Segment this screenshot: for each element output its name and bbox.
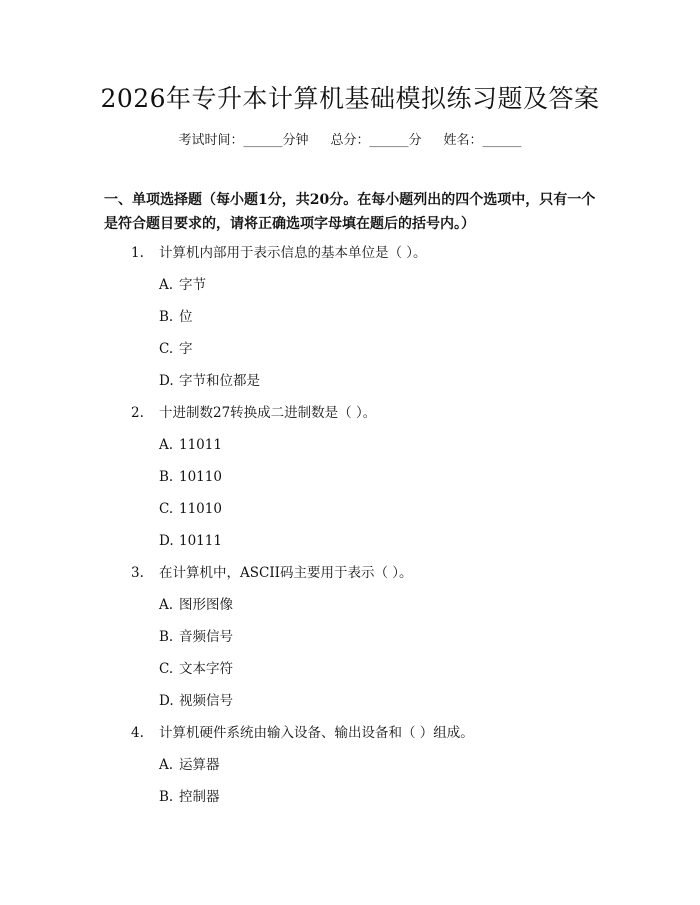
option-letter: A. — [159, 757, 174, 773]
question-4 — [131, 723, 474, 743]
option-text: 位 — [179, 309, 193, 325]
option-letter: A. — [159, 437, 174, 453]
name-blank: ______ — [482, 133, 522, 148]
option-letter: B. — [159, 789, 174, 805]
question-1-option-d — [159, 371, 260, 391]
question-text: 十进制数27转换成二进制数是（ ）。 — [159, 405, 377, 421]
question-number: 1. — [131, 245, 144, 261]
time-blank: ______ — [243, 133, 283, 148]
question-1-option-b — [159, 307, 193, 327]
option-text: 11011 — [179, 437, 222, 453]
question-text: 计算机内部用于表示信息的基本单位是（ ）。 — [159, 245, 427, 261]
option-letter: C. — [159, 501, 174, 517]
name-label: 姓名： — [443, 133, 483, 148]
question-3-option-a — [159, 595, 233, 615]
option-letter: A. — [159, 597, 174, 613]
option-text: 11010 — [179, 501, 222, 517]
score-label: 总分： — [330, 133, 370, 148]
option-text: 视频信号 — [179, 693, 233, 709]
option-letter: C. — [159, 341, 174, 357]
question-number: 2. — [131, 405, 144, 421]
time-unit: 分钟 — [282, 133, 309, 148]
option-text: 图形图像 — [179, 597, 233, 613]
option-letter: B. — [159, 469, 174, 485]
question-2 — [131, 403, 376, 423]
exam-meta-line — [0, 131, 700, 151]
question-1-option-a — [159, 275, 206, 295]
option-text: 字节和位都是 — [179, 373, 260, 389]
option-letter: A. — [159, 277, 174, 293]
option-letter: D. — [159, 373, 174, 389]
option-text: 字节 — [179, 277, 206, 293]
score-unit: 分 — [408, 133, 422, 148]
option-text: 10111 — [179, 533, 222, 549]
option-text: 文本字符 — [179, 661, 233, 677]
question-3-option-b — [159, 627, 233, 647]
score-blank: ______ — [369, 133, 409, 148]
option-text: 10110 — [179, 469, 222, 485]
option-text: 字 — [179, 341, 193, 357]
question-3-option-c — [159, 659, 233, 679]
option-text: 音频信号 — [179, 629, 233, 645]
question-number: 3. — [131, 565, 144, 581]
time-label: 考试时间： — [178, 133, 244, 148]
option-text: 运算器 — [179, 757, 220, 773]
question-text: 计算机硬件系统由输入设备、输出设备和（ ）组成。 — [159, 725, 474, 741]
question-1 — [131, 243, 427, 263]
option-letter: C. — [159, 661, 174, 677]
question-3-option-d — [159, 691, 233, 711]
option-letter: D. — [159, 693, 174, 709]
question-number: 4. — [131, 725, 144, 741]
option-letter: D. — [159, 533, 174, 549]
question-4-option-b — [159, 787, 220, 807]
question-2-option-b — [159, 467, 222, 487]
question-2-option-c — [159, 499, 222, 519]
option-text: 控制器 — [179, 789, 220, 805]
question-1-option-c — [159, 339, 193, 359]
option-letter: B. — [159, 309, 174, 325]
question-2-option-a — [159, 435, 222, 455]
question-2-option-d — [159, 531, 222, 551]
question-4-option-a — [159, 755, 220, 775]
option-letter: B. — [159, 629, 174, 645]
question-text: 在计算机中，ASCII码主要用于表示（ ）。 — [159, 565, 413, 581]
question-3 — [131, 563, 413, 583]
section-heading: 一、单项选择题（每小题1分，共20分。在每小题列出的四个选项中，只有一个是符合题目要求的，请将正确选项字母填在题后的括号内。） — [104, 192, 596, 232]
page-title: 2026年专升本计算机基础模拟练习题及答案 — [100, 84, 600, 113]
